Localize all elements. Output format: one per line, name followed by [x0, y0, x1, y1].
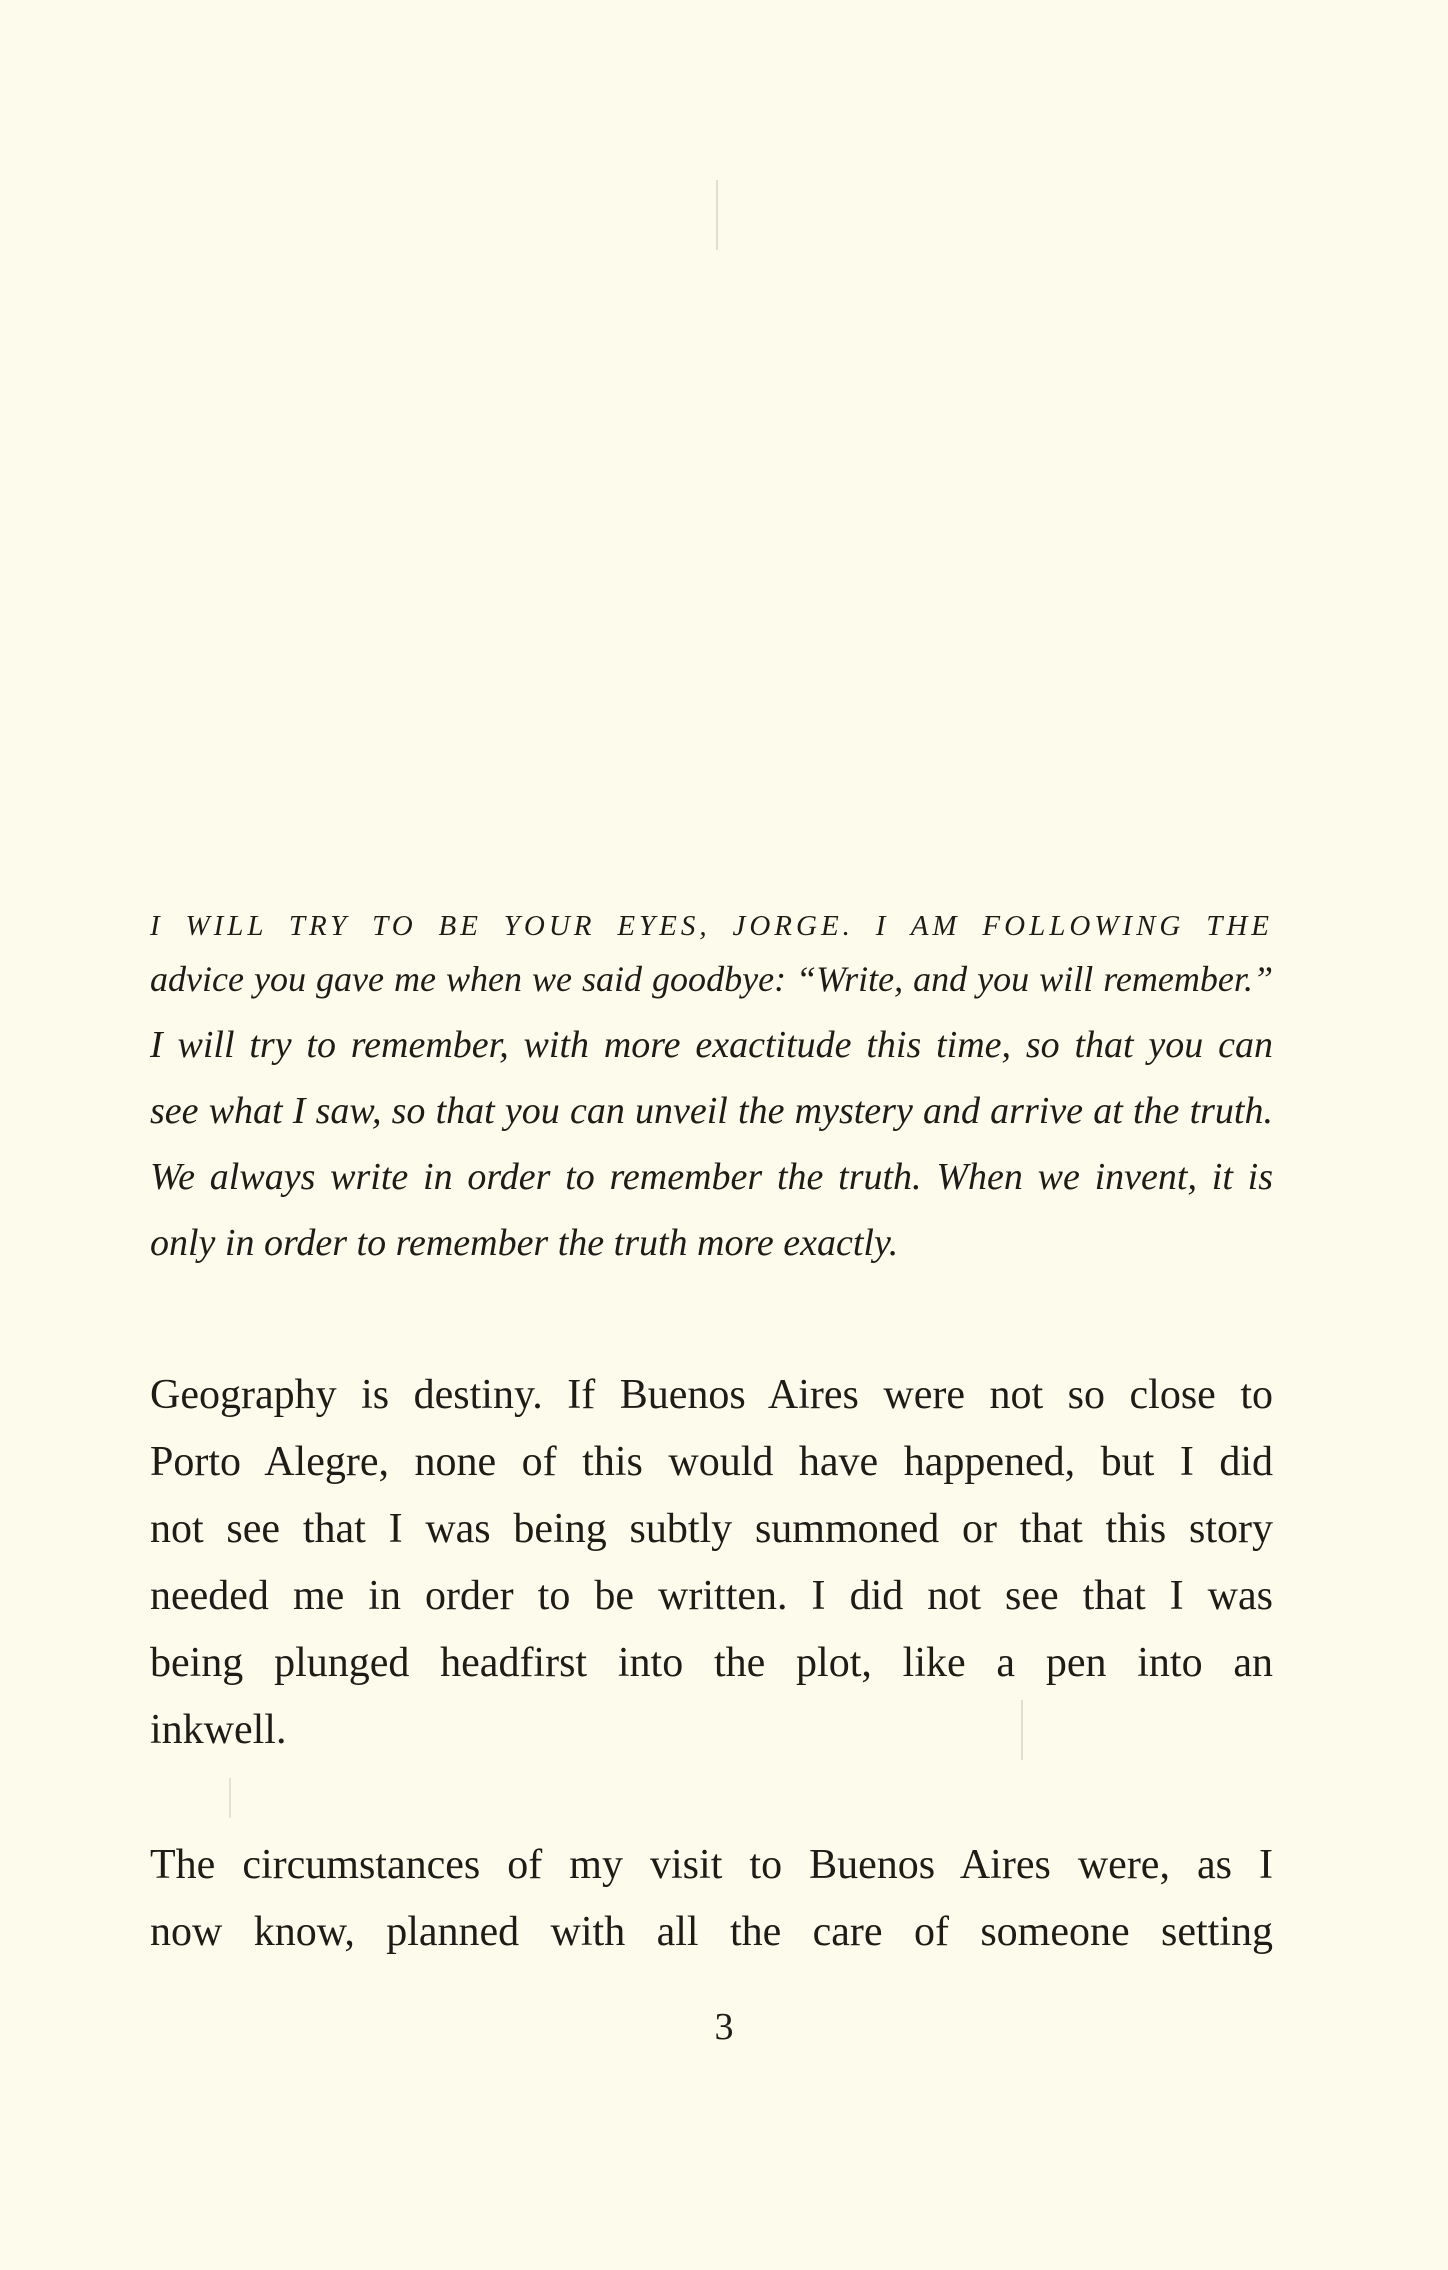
- opening-line: advice you gave me when we said goodbye: “Write, and you will remember.”: [150, 959, 1273, 999]
- opening-line: only in order to remember the truth more exactly.: [150, 1222, 899, 1264]
- paragraph-line: inkwell.: [150, 1707, 287, 1753]
- paragraph-circumstances: [150, 1832, 1273, 1966]
- paragraph-line: needed me in order to be written. I did not see that I was: [150, 1573, 1273, 1619]
- paragraph-line: The circumstances of my visit to Buenos Aires were, as I: [150, 1842, 1273, 1888]
- scan-mark: [229, 1778, 231, 1818]
- opening-line: see what I saw, so that you can unveil the mystery and arrive at the truth.: [150, 1090, 1273, 1132]
- paragraph-line: now know, planned with all the care of someone setting: [150, 1909, 1273, 1955]
- opening-paragraph: [150, 906, 1273, 1276]
- paragraph-line: being plunged headfirst into the plot, like a pen into an: [150, 1640, 1273, 1686]
- paragraph-line: not see that I was being subtly summoned or that this story: [150, 1506, 1273, 1552]
- opening-caps-line: I WILL TRY TO BE YOUR EYES, JORGE. I AM FOLLOWING THE: [150, 910, 1273, 942]
- page-number: 3: [714, 2006, 734, 2048]
- opening-line: We always write in order to remember the truth. When we invent, it is: [150, 1156, 1273, 1198]
- paragraph-line: Geography is destiny. If Buenos Aires were not so close to: [150, 1372, 1273, 1418]
- paragraph-line: Porto Alegre, none of this would have happened, but I did: [150, 1439, 1273, 1485]
- scan-mark: [716, 180, 718, 250]
- opening-line: I will try to remember, with more exactitude this time, so that you can: [150, 1024, 1273, 1066]
- paragraph-geography: [150, 1362, 1273, 1764]
